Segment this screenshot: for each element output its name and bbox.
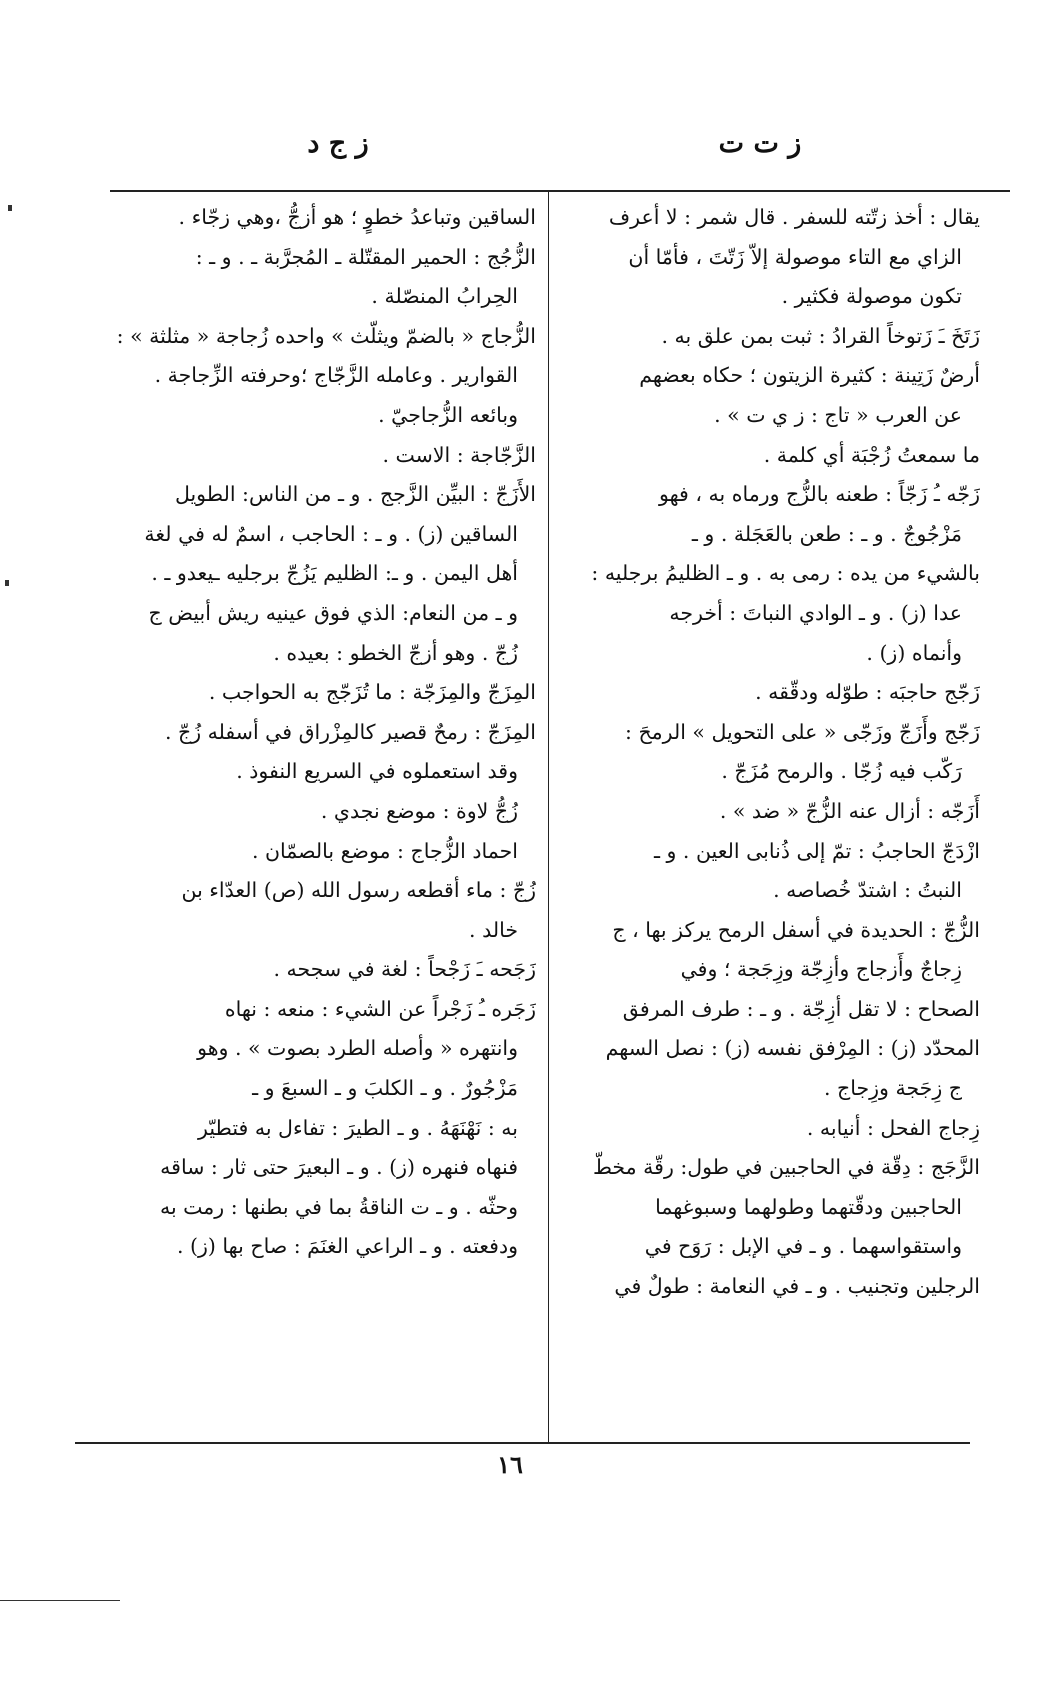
right-column — [556, 198, 980, 1436]
entry-line: أَزَجّه : أزال عنه الزُّجّ « ضد » . — [719, 798, 980, 823]
entry-line: زَجّج وأَزَجّ وزَجّى « على التحويل » الرمحَ : — [625, 719, 980, 744]
entry-line: عن العرب « تاج : ز ي ت » . — [714, 402, 962, 427]
entry-line: و ـ من النعام: الذي فوق عينيه ريش أبيض ج — [148, 600, 518, 625]
scan-edge-line — [0, 1600, 120, 1601]
entry-line: زُجُّ لاوة : موضع نجدي . — [320, 798, 518, 823]
entry-line: الزُّجاج « بالضمّ ويثلّث » واحده زُجاجة « مثلثة » : — [116, 323, 536, 348]
entry-line: زِجاجٌ وأَزجاج وأزِجّة وزِجَجة ؛ وفي — [680, 957, 962, 982]
left-column-header: ز ج د — [307, 128, 369, 159]
entry-line: الأَزَجّ : البيِّن الزَّجج . و ـ من الناس: الطويل — [174, 482, 536, 507]
column-divider — [548, 190, 549, 1442]
entry-line: النبتُ : اشتدّ خُصاصه . — [773, 878, 962, 903]
left-column — [100, 198, 536, 1436]
entry-line: أرضٌ زَتِينة : كثيرة الزيتون ؛ حكاه بعضهم — [639, 363, 980, 388]
entry-line: ودفعته . و ـ الراعي الغنَمَ : صاح بها (ز) . — [176, 1234, 518, 1259]
entry-line: الزَّجّاجة : الاست . — [382, 442, 536, 467]
top-rule — [110, 190, 1010, 192]
entry-line: زَتَخَ ـَ زَتوخاً القرادُ : ثبت بمن علق به . — [661, 323, 980, 348]
entry-line: عدا (ز) . و ـ الوادي النباتَ : أخرجه — [669, 600, 962, 625]
entry-line: وحثّه . و ـ ت الناقةُ بما في بطنها : رمت به — [159, 1194, 518, 1219]
entry-line: الزُّجُج : الحمير المقتّلة ـ المُجرَّبة ـ . و ـ : — [195, 244, 536, 269]
entry-line: الساقين وتباعدُ خطوٍ ؛ هو أزجُّ ،وهي زجّاء . — [178, 205, 536, 229]
entry-line: زَجَحه ـَ زَجْحاً : لغة في سجحه . — [273, 957, 536, 982]
bottom-rule — [75, 1442, 970, 1444]
entry-line: الصحاح : لا تقل أزِجّة . و ـ : طرف المرفق — [622, 996, 980, 1021]
right-column-header: ز ت ت — [718, 128, 802, 159]
entry-line: زُجّ . وهو أزجّ الخطو : بعيده . — [273, 640, 518, 665]
entry-line: الساقين (ز) . و ـ : الحاجب ، اسمٌ له في لغة — [144, 521, 518, 546]
entry-line: الحاجبين ودقّتهما وطولهما وسبوغهما — [655, 1194, 962, 1219]
entry-line: المِزَجّ : رمحٌ قصير كالمِزْراق في أسفله زُجّ . — [164, 719, 536, 744]
entry-line: أهل اليمن . و ـ: الظليم يَزُجّ برجليه ـيعدو ـ . — [151, 561, 518, 586]
entry-line: ازْدَجّ الحاجبُ : تمّ إلى ذُنابى العين . و ـ — [653, 838, 980, 863]
entry-line: زُجّ : ماء أقطعه رسول الله (ص) العدّاء بن — [181, 878, 536, 903]
entry-line: الرجلين وتجنيب . و ـ في النعامة : طولٌ في — [614, 1274, 980, 1299]
entry-line: ج زِجَجة وزِجاج . — [823, 1076, 962, 1101]
entry-line: احماد الزُّجاج : موضع بالصمّان . — [251, 838, 518, 863]
page-number: ١٦ — [497, 1450, 523, 1479]
entry-line: وبائعه الزُّجاجيّ . — [378, 402, 518, 427]
margin-mark — [5, 580, 9, 586]
entry-line: وأنماه (ز) . — [866, 640, 962, 665]
entry-line: وقد استعملوه في السريع النفوذ . — [236, 759, 518, 784]
entry-line: الحِرابُ المنصّلة . — [371, 284, 518, 309]
entry-line: تكون موصولة فكثير . — [781, 284, 962, 309]
entry-line: الزاي مع التاء موصولة إلاّ زَتّتَ ، فأمّا أن — [628, 244, 962, 269]
entry-line: خالد . — [469, 917, 518, 942]
entry-line: الزُّجّ : الحديدة في أسفل الرمح يركز بها ، ج — [612, 917, 980, 942]
entry-line: واستقواسهما . و ـ في الإبل : رَوَح في — [644, 1234, 962, 1259]
entry-line: زَجّج حاجبَه : طوّله ودقّقه . — [755, 680, 980, 705]
entry-line: المِزَجّ والمِزَجّة : ما تُزَجّج به الحواجب . — [208, 680, 536, 705]
entry-line: مَزْجُورٌ . و ـ الكلبَ و ـ السبعَ و ـ — [252, 1076, 518, 1101]
entry-line: فنهاه فنهره (ز) . و ـ البعيرَ حتى ثار : ساقه — [160, 1155, 518, 1180]
entry-line: بالشيء من يده : رمى به . و ـ الظليمُ برجليه : — [591, 561, 980, 586]
entry-line: رَكّب فيه زُجّا . والرمح مُزَجّ . — [721, 759, 962, 784]
entry-line: يقال : أخذ زتّته للسفر . قال شمر : لا أعرف — [608, 205, 980, 229]
entry-line: زِجاج الفحل : أنيابه . — [806, 1115, 980, 1140]
entry-line: ما سمعتُ زُجْبَة أي كلمة . — [763, 442, 980, 467]
entry-line: المحدّد (ز) : المِرْفق نفسه (ز) : نصل السهم — [605, 1036, 980, 1061]
entry-line: به : نَهْنَهَهُ . و ـ الطيرَ : تفاءل به فتطيّر — [198, 1115, 518, 1140]
entry-line: القوارير . وعامله الزَّجّاج ؛وحرفته الزِّجاجة . — [154, 363, 518, 388]
entry-line: الزَّجَج : دِقّة في الحاجبين في طول: رقّة مخطّ — [592, 1155, 980, 1180]
entry-line: زَجّه ـُ زَجّاً : طعنه بالزُّج ورماه به ، فهو — [659, 482, 980, 507]
margin-mark — [8, 205, 12, 211]
entry-line: زَجَره ـُ زَجْراً عن الشيء : منعه : نهاه — [224, 996, 536, 1021]
entry-line: مَزْجُوجٌ . و ـ : طعن بالعَجَلة . و ـ — [691, 521, 962, 546]
entry-line: وانتهره « وأصله الطرد بصوت » . وهو — [197, 1036, 518, 1061]
